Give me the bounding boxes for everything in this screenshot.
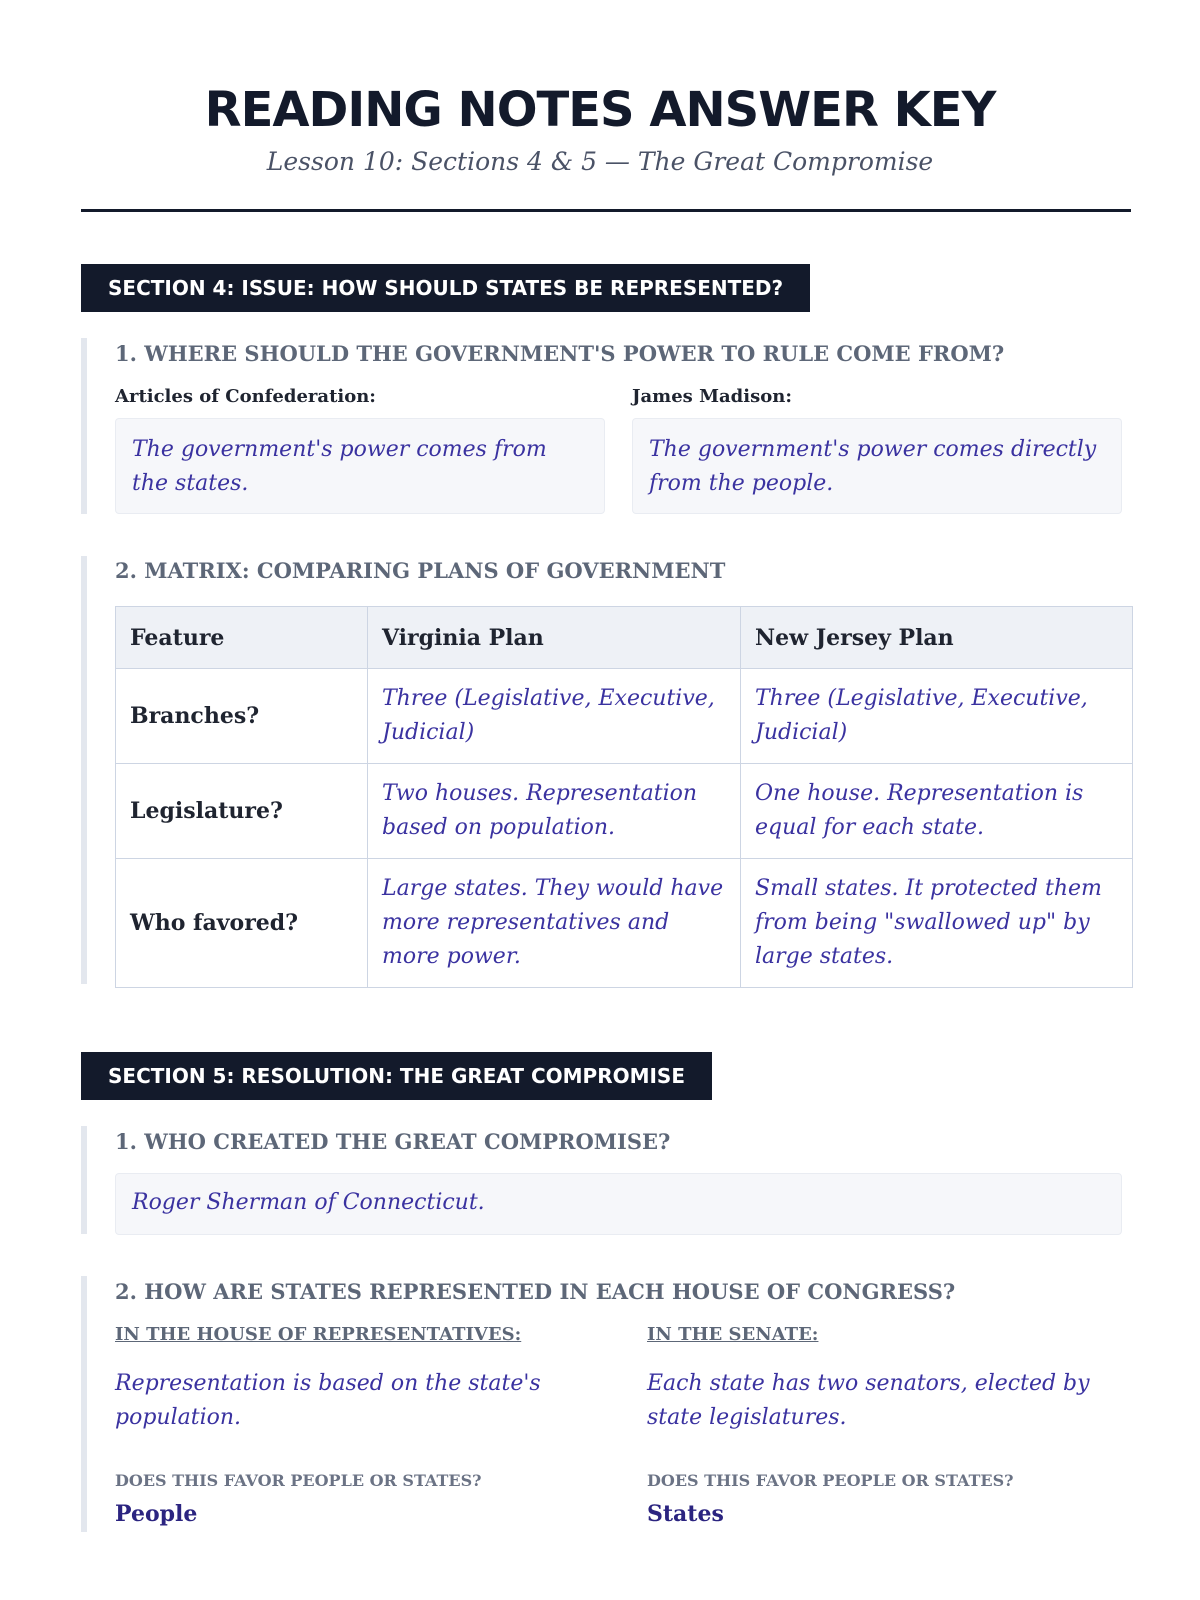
house-label: IN THE HOUSE OF REPRESENTATIVES: [115,1324,522,1345]
matrix-header-newjersey: New Jersey Plan [741,607,1133,669]
matrix-header-virginia: Virginia Plan [368,607,741,669]
matrix-newjersey-cell: Small states. It protected them from being "swallowed up" by large states. [741,859,1133,988]
articles-label: Articles of Confederation: [115,386,376,407]
matrix-newjersey-cell: One house. Representation is equal for each state. [741,764,1133,859]
sherman-answer: Roger Sherman of Connecticut. [115,1173,1122,1235]
matrix-virginia-cell: Three (Legislative, Executive, Judicial) [368,669,741,764]
matrix-header-row [116,607,1133,669]
matrix-virginia-cell: Large states. They would have more representatives and more power. [368,859,741,988]
table-row [116,764,1133,859]
section-5-q2-heading: 2. HOW ARE STATES REPRESENTED IN EACH HOUSE OF CONGRESS? [115,1279,956,1304]
section-4-header: SECTION 4: ISSUE: HOW SHOULD STATES BE REPRESENTED? [81,264,810,312]
section-5-header: SECTION 5: RESOLUTION: THE GREAT COMPROMISE [81,1052,712,1100]
senate-answer: Each state has two senators, elected by state legislatures. [647,1371,1090,1430]
page-title: READING NOTES ANSWER KEY [204,82,996,138]
articles-answer: The government's power comes from the states. [115,418,605,514]
section-5-q1-heading: 1. WHO CREATED THE GREAT COMPROMISE? [115,1129,671,1154]
madison-label: James Madison: [632,386,792,407]
house-answer: Representation is based on the state's population. [115,1371,541,1430]
senate-label: IN THE SENATE: [647,1324,819,1345]
senate-favor-label: DOES THIS FAVOR PEOPLE OR STATES? [647,1471,1014,1490]
matrix-feature-cell: Branches? [116,669,368,764]
matrix-newjersey-cell: Three (Legislative, Executive, Judicial) [741,669,1133,764]
comparison-matrix [115,606,1133,988]
matrix-feature-cell: Legislature? [116,764,368,859]
section-4-q1-heading: 1. WHERE SHOULD THE GOVERNMENT'S POWER TO RULE COME FROM? [115,341,1005,366]
section-4-q2-heading: 2. MATRIX: COMPARING PLANS OF GOVERNMENT [115,558,726,583]
house-favor-label: DOES THIS FAVOR PEOPLE OR STATES? [115,1471,482,1490]
house-favor-value: People [115,1501,198,1527]
matrix-virginia-cell: Two houses. Representation based on population. [368,764,741,859]
madison-answer: The government's power comes directly from the people. [632,418,1122,514]
matrix-feature-cell: Who favored? [116,859,368,988]
page-subtitle: Lesson 10: Sections 4 & 5 — The Great Compromise [266,147,934,176]
table-row [116,859,1133,988]
matrix-header-feature: Feature [116,607,368,669]
senate-favor-value: States [647,1501,724,1527]
title-divider [81,209,1131,212]
table-row [116,669,1133,764]
